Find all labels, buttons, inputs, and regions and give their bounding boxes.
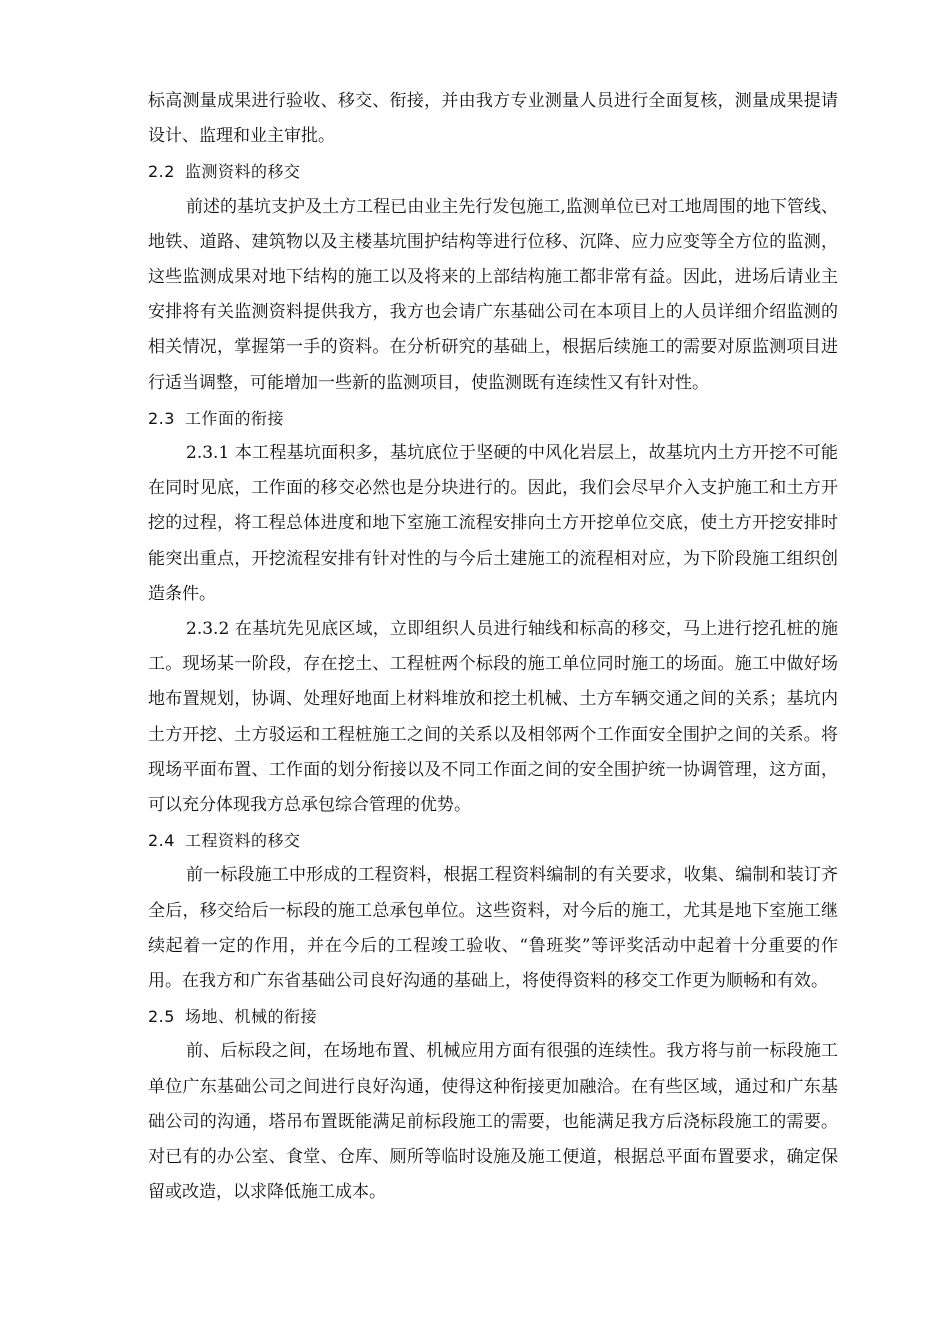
section-number: 2.2 xyxy=(148,162,175,182)
section-number: 2.5 xyxy=(148,1007,175,1027)
paragraph-intro: 标高测量成果进行验收、移交、衔接，并由我方专业测量人员进行全面复核，测量成果提请设计、监理和业主审批。 xyxy=(148,91,838,147)
section-title: 场地、机械的衔接 xyxy=(184,1007,317,1027)
section-title: 工程资料的移交 xyxy=(184,831,301,851)
paragraph-2-2: 前述的基坑支护及土方工程已由业主先行发包施工,监测单位已对工地周围的地下管线、地铁、道路、建筑物以及主楼基坑围护结构等进行位移、沉降、应力应变等全方位的监测，这些监测成果对地下结构的施工以及将来的上部结构施工都非常有益。因此，进场后请业主安排将有关监测资料提供我方，我方也会请广东基础公司在本项目上的人员详细介绍监测的相关情况，掌握第一手的资料。在分析研究的基础上，根据后续施工的需要对原监测项目进行适当调整，可能增加一些新的监测项目，使监测既有连续性又有针对性。 xyxy=(148,196,838,393)
section-title: 工作面的衔接 xyxy=(184,408,284,428)
paragraph-2-4: 前一标段施工中形成的工程资料，根据工程资料编制的有关要求，收集、编制和装订齐全后，移交给后一标段的施工总承包单位。这些资料，对今后的施工，尤其是地下室施工继续起着一定的作用，并在今后的工程竣工验收、“鲁班奖”等评奖活动中起着十分重要的作用。在我方和广东省基础公司良好沟通的基础上，将使得资料的移交工作更为顺畅和有效。 xyxy=(148,865,838,992)
paragraph-2-3-2: 2.3.2 在基坑先见底区域，立即组织人员进行轴线和标高的移交，马上进行挖孔桩的施工。现场某一阶段，存在挖土、工程桩两个标段的施工单位同时施工的场面。施工中做好场地布置规划，协调、处理好地面上材料堆放和挖土机械、土方车辆交通之间的关系；基坑内土方开挖、土方驳运和工程桩施工之间的关系以及相邻两个工作面安全围护之间的关系。将现场平面布置、工作面的划分衔接以及不同工作面之间的安全围护统一协调管理，这方面，可以充分体现我方总承包综合管理的优势。 xyxy=(148,619,838,816)
paragraph-2-5: 前、后标段之间，在场地布置、机械应用方面有很强的连续性。我方将与前一标段施工单位广东基础公司之间进行良好沟通，使得这种衔接更加融洽。在有些区域，通过和广东基础公司的沟通，塔吊布置既能满足前标段施工的需要，也能满足我方后浇标段施工的需要。对已有的办公室、食堂、仓库、厕所等临时设施及施工便道，根据总平面布置要求，确定保留或改造，以求降低施工成本。 xyxy=(148,1041,838,1203)
section-number: 2.3 xyxy=(148,408,175,428)
section-heading-2-4 xyxy=(148,823,838,858)
paragraph-2-3-1: 2.3.1 本工程基坑面积多，基坑底位于坚硬的中风化岩层上，故基坑内土方开挖不可能在同时见底，工作面的移交必然也是分块进行的。因此，我们会尽早介入支护施工和土方开挖的过程，将工程总体进度和地下室施工流程安排向土方开挖单位交底，使土方开挖安排时能突出重点，开挖流程安排有针对性的与今后土建施工的流程相对应，为下阶段施工组织创造条件。 xyxy=(148,443,838,604)
section-title: 监测资料的移交 xyxy=(184,162,301,182)
section-heading-2-2 xyxy=(148,154,838,189)
section-number: 2.4 xyxy=(148,831,175,851)
section-heading-2-3 xyxy=(148,401,838,436)
document-body xyxy=(148,84,838,1211)
section-heading-2-5 xyxy=(148,999,838,1034)
